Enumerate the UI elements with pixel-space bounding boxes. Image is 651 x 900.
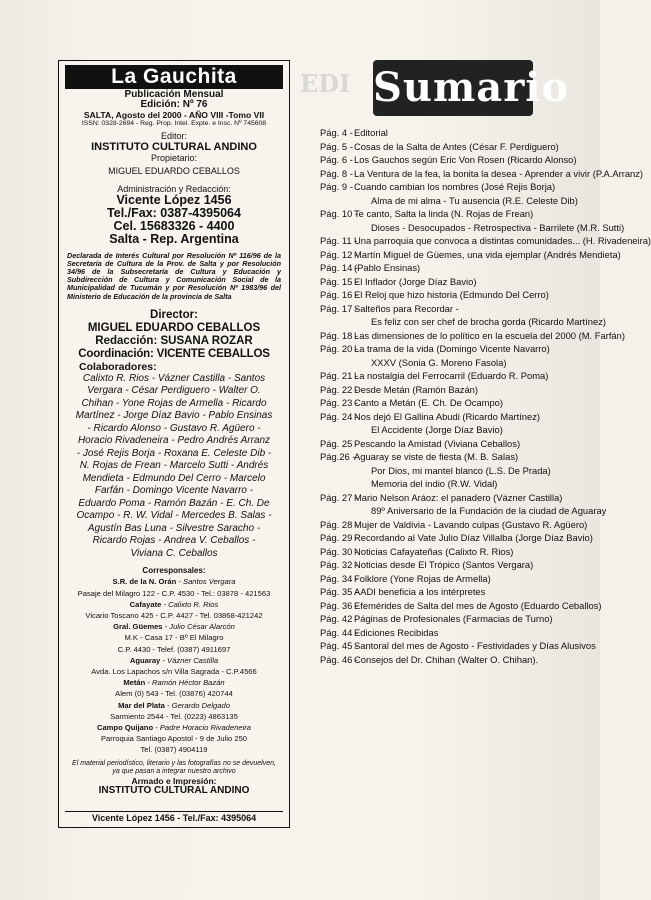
toc-entry	[320, 342, 600, 356]
toc-page-number: Pág. 27 -	[320, 491, 359, 503]
correspondent-line: Aguaray - Vázner Castilla	[129, 655, 219, 665]
toc-entry-title: La trama de la vida (Domingo Vicente Navarro)	[354, 343, 550, 354]
toc-entry	[320, 437, 600, 451]
collaborator-line: - José Rejis Borja - Roxana E. Celeste Dib -	[76, 447, 272, 459]
toc-entry-title: Editorial	[354, 127, 388, 138]
toc-entry-title: Mujer de Valdivia - Lavando culpas (Gustavo R. Agüero)	[354, 518, 588, 530]
toc-entry-title: Cosas de la Salta de Antes (César F. Perdiguero)	[354, 140, 559, 152]
director-name: MIGUEL EDUARDO CEBALLOS	[87, 321, 261, 334]
material-note: El material periodístico, literario y las fotografías no se devuelven, ya que pasan a integrar nuestro archivo	[72, 759, 276, 775]
toc-entry	[320, 194, 600, 208]
toc-entry	[320, 491, 600, 505]
toc-entry-title: Recordando al Vate Julio Díaz Villalba (Jorge Díaz Bavio)	[354, 532, 593, 543]
collaborator-line: Vergara - César Perdiguero - Walter O.	[87, 385, 261, 397]
toc-page-number: Pág. 16 -	[320, 289, 359, 300]
toc-page-number: Pág. 14 -	[320, 262, 359, 273]
toc-entry	[320, 288, 600, 302]
toc-entry-title: Pescando la Amistad (Viviana Ceballos)	[354, 437, 521, 449]
toc-entry	[320, 180, 600, 194]
toc-entry-title: Cuando cambian los nombres (José Rejis Borja)	[354, 181, 556, 192]
toc-page-number: Pág. 12 -	[320, 248, 359, 260]
toc-entry	[320, 585, 600, 599]
toc-entry-title: Salteños para Recordar -	[354, 302, 459, 314]
toc-page-number: Pág. 9 -	[320, 181, 353, 192]
edition-number: Edición: Nº 76	[140, 99, 208, 110]
correspondent-line: Alem (0) 543 - Tel. (03876) 420744	[115, 689, 233, 699]
toc-entry-title: Nos dejó El Gallina Abudi (Ricardo Martínez)	[354, 410, 541, 422]
toc-entry	[320, 167, 644, 181]
toc-entry	[320, 261, 600, 275]
toc-page-number: Pág. 35 -	[320, 586, 359, 597]
toc-entry	[320, 572, 600, 586]
toc-entry-title: Santoral del mes de Agosto - Festividades y Días Alusivos	[354, 640, 596, 651]
toc-entry-title: Te canto, Salta la linda (N. Rojas de Frean)	[354, 208, 534, 219]
toc-entry	[320, 410, 600, 424]
toc-page-number: Pág. 36 -	[320, 599, 359, 611]
collaborator-line: Ocampo - R. W. Vidal - Mercedes B. Salas -	[76, 510, 272, 522]
publication-frequency: Publicación Mensual	[124, 89, 224, 100]
toc-page-number: Pág. 4 -	[320, 127, 353, 138]
editor-label: Editor:	[160, 130, 187, 141]
toc-entry	[320, 599, 600, 613]
toc-entry-title: 89º Aniversario de la Fundación de la ciudad de Aguaray	[371, 505, 607, 516]
correspondent-line: M.K - Casa 17 - Bº El Milagro	[124, 633, 224, 643]
correspondent-line: Cafayate - Calixto R. Rios	[129, 599, 219, 609]
toc-entry	[320, 653, 600, 667]
magazine-title: La Gauchita	[65, 65, 283, 89]
masthead-footer: Vicente López 1456 - Tel./Fax: 4395064	[65, 811, 283, 823]
toc-page-number: Pág. 46 -	[320, 653, 359, 665]
admin-phone: Tel./Fax: 0387-4395064	[107, 205, 241, 220]
director-label: Director:	[150, 308, 198, 321]
toc-page-number: Pág. 11 -	[320, 235, 358, 246]
toc-page-number: Pág. 42 -	[320, 613, 359, 624]
correspondents-label: Corresponsales:	[142, 566, 206, 576]
correspondent-line: Avda. Los Lapachos s/n Villa Sagrada - C.P.4566	[91, 666, 257, 676]
toc-entry-title: La Ventura de la fea, la bonita la desea - Aprender a vivir (P.A.Arranz)	[354, 167, 644, 179]
owner-name: MIGUEL EDUARDO CEBALLOS	[108, 165, 240, 176]
toc-entry	[320, 477, 600, 491]
toc-entry	[320, 531, 600, 545]
toc-entry	[320, 450, 600, 464]
correspondent-line: Tel. (0387) 4904119	[140, 745, 208, 755]
toc-page-number: Pág. 44 -	[320, 626, 359, 638]
correspondent-line: Metán - Ramón Héctor Bazán	[123, 678, 225, 688]
toc-entry	[320, 639, 600, 653]
toc-entry-title: Memoria del indio (R.W. Vidal)	[371, 478, 498, 489]
correspondent-line: Gral. Güemes - Julio César Alarcón	[113, 622, 235, 632]
collaborator-line: Horacio Rivadeneira - Pedro Andrés Arranz	[77, 435, 271, 447]
toc-entry	[320, 518, 600, 532]
toc-entry	[320, 612, 600, 626]
cultural-interest-declaration: Declarada de Interés Cultural por Resolución Nº 116/96 de la Secretaría de Cultura de la Prov. de Salta y por Resolución 34/96 de la Subsecretaría de Cultura y Educación y Subdirección de Cultura y Comunicación Social de la Municipalidad de Tucumán y por Resolución Nº 1983/96 del Ministerio de Educación de la provincia de Salta	[67, 250, 281, 301]
toc-entry-title: El Inflador (Jorge Díaz Bavio)	[354, 275, 477, 287]
toc-entry	[320, 221, 625, 235]
toc-entry-title: Las dimensiones de lo político en la escuela del 2000 (M. Farfán)	[354, 329, 625, 341]
toc-entry	[320, 248, 621, 262]
collaborator-line: - Ricardo Alonso - Gustavo R. Agüero -	[87, 422, 261, 434]
toc-page-number: Pág. 21 -	[320, 370, 359, 381]
edition-date: SALTA, Agosto del 2000 - AÑO VIII -Tomo VII	[83, 110, 265, 120]
toc-entry	[320, 545, 600, 559]
toc-entry-title: Dioses - Desocupados - Retrospectiva - Barrilete (M.R. Sutti)	[371, 221, 625, 233]
toc-entry-title: El Reloj que hizo historia (Edmundo Del Cerro)	[354, 289, 549, 300]
collaborator-line: Agustín Bas Luna - Silvestre Saracho -	[87, 522, 261, 534]
collaborator-line: N. Rojas de Frean - Marcelo Sutti - Andrés	[79, 460, 269, 472]
toc-entry	[320, 275, 600, 289]
admin-address: Vicente López 1456	[116, 192, 232, 207]
collaborators-list	[65, 373, 283, 561]
toc-entry-title: AADI beneficia a los intérpretes	[354, 586, 486, 597]
toc-entry-title: Noticias Cafayateñas (Calixto R. Rios)	[354, 545, 514, 557]
toc-page-number: Pág. 20 -	[320, 343, 359, 354]
toc-page-number: Pág. 28 -	[320, 518, 359, 530]
toc-entry	[320, 234, 651, 248]
admin-cellphone: Cel. 15683326 - 4400	[113, 218, 235, 233]
toc-entry	[320, 140, 600, 154]
toc-entry	[320, 356, 600, 370]
toc-page-number: Pág. 32 -	[320, 559, 359, 570]
toc-entry	[320, 626, 600, 640]
printer-name: INSTITUTO CULTURAL ANDINO	[98, 784, 250, 796]
toc-entry-title: Mario Nelson Aráoz: el panadero (Vázner Castilla)	[354, 491, 563, 503]
collaborators-label: Colaboradores:	[79, 360, 157, 373]
toc-entry-title: Noticias desde El Trópico (Santos Vergara)	[354, 559, 534, 570]
toc-entry-title: Canto a Metán (E. Ch. De Ocampo)	[354, 397, 504, 408]
toc-entry	[320, 464, 600, 478]
toc-entry-title: Consejos del Dr. Chihan (Walter O. Chihan).	[354, 653, 539, 665]
toc-entry-title: Por Dios, mi mantel blanco (L.S. De Prada)	[371, 464, 551, 476]
toc-entry	[320, 396, 600, 410]
toc-page-number: Pág. 18 -	[320, 329, 359, 341]
toc-entry-title: (Pablo Ensinas)	[354, 262, 421, 273]
collaborator-line: Martínez - Jorge Díaz Bavio - Pablo Ensinas	[75, 410, 273, 422]
toc-entry	[320, 315, 607, 329]
toc-entry	[320, 302, 600, 316]
toc-entry-title: La nostalgia del Ferrocarril (Eduardo R. Poma)	[354, 370, 549, 381]
collaborator-line: Eduardo Poma - Ramón Bazán - E. Ch. De	[78, 497, 270, 509]
toc-entry-title: Páginas de Profesionales (Farmacias de Turno)	[354, 613, 553, 624]
toc-page-number: Pág. 23 -	[320, 397, 359, 408]
correspondent-line: C.P. 4430 - Telef. (0387) 4911697	[117, 644, 231, 654]
toc-entry-title: Es feliz con ser chef de brocha gorda (Ricardo Martínez)	[371, 316, 607, 327]
toc-page-number: Pág. 17 -	[320, 302, 359, 314]
toc-entry-title: Alma de mi alma - Tu ausencia (R.E. Celeste Dib)	[371, 194, 578, 206]
toc-page-number: Pág. 8 -	[320, 167, 353, 179]
toc-entry	[320, 558, 600, 572]
toc-entry	[320, 153, 600, 167]
toc-entry	[320, 329, 625, 343]
admin-label: Administración y Redacción:	[117, 183, 231, 194]
collaborator-line: Mendieta - Edmundo Del Cerro - Marcelo	[82, 472, 266, 484]
masthead-box	[58, 60, 290, 828]
toc-entry-title: Folklore (Yone Rojas de Armella)	[354, 572, 491, 584]
toc-entry-title: Martín Miguel de Güemes, una vida ejemplar (Andrés Mendieta)	[354, 248, 621, 260]
toc-page-number: Pág. 6 -	[320, 154, 353, 165]
correspondent-line: Pasaje del Milagro 122 - C.P. 4530 - Tel.: 03878 - 421563	[77, 588, 271, 598]
toc-page-number: Pág. 15 -	[320, 275, 359, 287]
correspondents-list	[59, 576, 289, 755]
toc-entry	[320, 369, 600, 383]
collaborator-line: Viviana C. Ceballos	[130, 547, 218, 559]
toc-page-number: Pág. 5 -	[320, 140, 353, 152]
correspondent-line: Sarmiento 2544 - Tel. (0223) 4863135	[110, 711, 238, 721]
toc-page-number: Pág.26 -	[320, 451, 356, 462]
background-watermark: EDI	[300, 69, 351, 98]
toc-entry-title: Una parroquia que convoca a distintas comunidades... (H. Rivadeneira)	[354, 235, 651, 246]
toc-entry	[320, 423, 600, 437]
toc-entry-title: Desde Metán (Ramón Bazán)	[354, 383, 479, 395]
editor-name: INSTITUTO CULTURAL ANDINO	[91, 140, 257, 153]
toc-entry	[320, 207, 600, 221]
toc-page-number: Pág. 24 -	[320, 410, 359, 422]
collaborator-line: Calixto R. Rios - Vázner Castilla - Santos	[82, 372, 266, 384]
collaborator-line: Chihan - Yone Rojas de Armella - Ricardo	[81, 397, 267, 409]
correspondent-line: Mar del Plata - Gerardo Delgado	[118, 700, 230, 710]
toc-page-number: Pág. 25 -	[320, 437, 359, 449]
toc-entry	[320, 383, 600, 397]
toc-entry-title: Efemérides de Salta del mes de Agosto (Eduardo Ceballos)	[354, 599, 602, 611]
issn-line: ISSN: 0328-2694 - Reg. Prop. Intel. Expte. e Insc. Nº 745608	[81, 120, 267, 127]
toc-page-number: Pág. 45 -	[320, 640, 359, 651]
correspondent-line: Campo Quijano - Padre Horacio Rivadeneira	[96, 722, 252, 732]
correspondent-line: Parroquia Santiago Apostol - 9 de Julio 250	[100, 734, 248, 744]
toc-entry-title: El Accidente (Jorge Díaz Bavio)	[371, 424, 503, 435]
collaborator-line: Ricardo Rojas - Andrea V. Ceballos -	[92, 535, 256, 547]
toc-entry-title: XXXV (Sonia G. Moreno Fasola)	[371, 356, 507, 368]
toc-page-number: Pág. 22 -	[320, 383, 359, 395]
toc-entry-title: Ediciones Recibidas	[354, 626, 439, 638]
toc-page-number: Pág. 30 -	[320, 545, 359, 557]
admin-city: Salta - Rep. Argentina	[109, 231, 239, 246]
toc-entry-title: Aguaray se viste de fiesta (M. B. Salas)	[354, 451, 519, 462]
toc-page-number: Pág. 29 -	[320, 532, 359, 543]
toc-entry	[320, 126, 600, 140]
coordinacion-line: Coordinación: VICENTE CEBALLOS	[78, 347, 270, 360]
toc-entry	[320, 504, 607, 518]
printed-label: Armado e Impresión:	[131, 775, 217, 786]
correspondent-line: S.R. de la N. Orán - Santos Vergara	[112, 577, 236, 587]
collaborator-line: Farfán - Domingo Vicente Navarro -	[94, 485, 254, 497]
sumario-title: Sumario	[373, 60, 533, 116]
redaccion-line: Redacción: SUSANA ROZAR	[95, 334, 253, 347]
toc-entry-title: Los Gauchos según Eric Von Rosen (Ricardo Alonso)	[354, 154, 577, 165]
toc-page-number: Pág. 34 -	[320, 572, 359, 584]
toc-page-number: Pág. 10 -	[320, 208, 359, 219]
correspondent-line: Vicario Toscano 425 - C.P. 4427 - Tel. 03868-421242	[85, 610, 263, 620]
table-of-contents	[320, 126, 651, 666]
owner-label: Propietario:	[150, 152, 198, 163]
